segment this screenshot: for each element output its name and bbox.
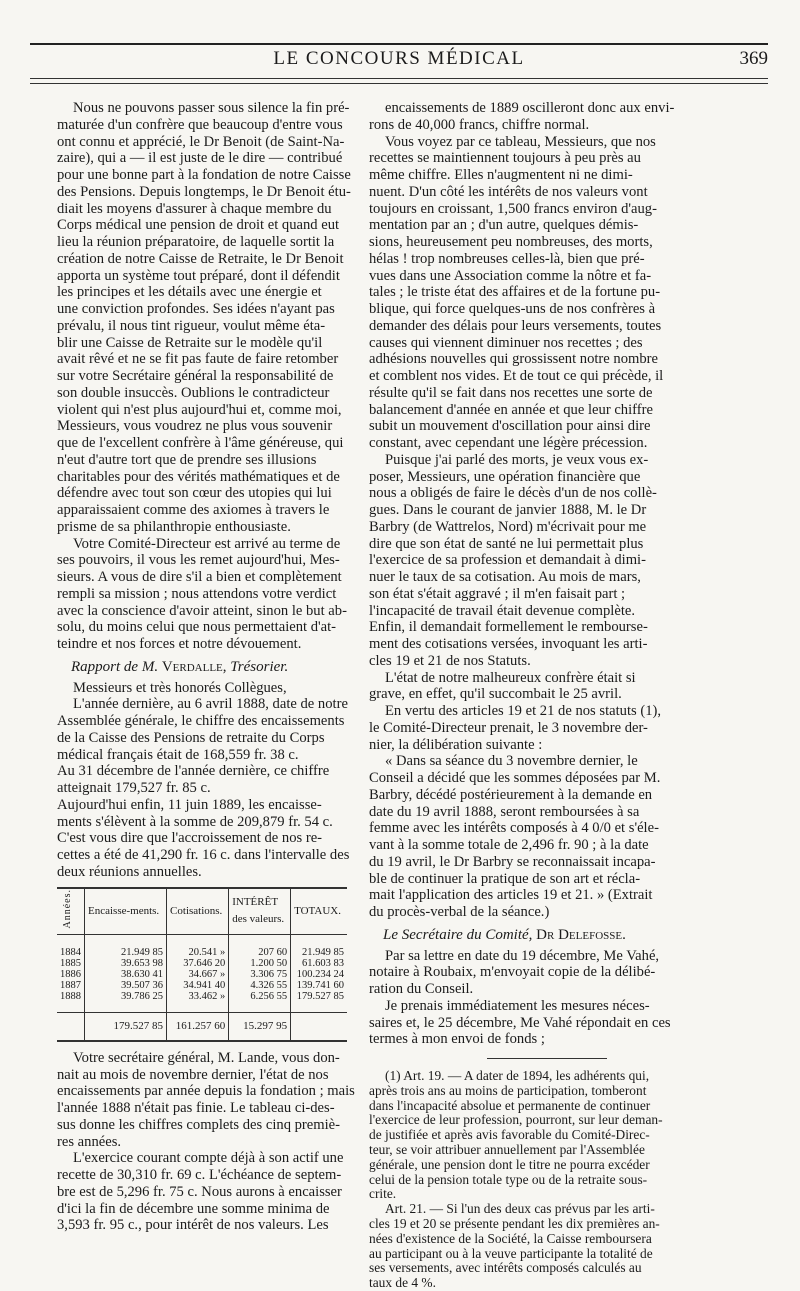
text-line: termes à mon envoi de fonds ; [369,1031,545,1048]
text-line: toujours en croissant, 1,500 francs environ d'aug- [369,200,657,217]
text-line: une conviction profondes. Ses idées n'ayant pas [57,301,335,317]
text-line: médical français était de 168,559 fr. 38 c. [57,746,299,763]
text-line: Messieurs, vous voudrez ne plus vous souvenir [57,418,333,435]
text-line: l'exercice de leur profession, pourront, sur leur deman- [369,1112,663,1128]
text-line: res années. [57,1133,122,1150]
table-row: 1887 39.507 36 34.941 40 4.326 55 139.741 60 [57,980,347,991]
text-line: grave, en effet, qu'il succombait le 25 avril. [369,686,622,703]
text-line: tales ; le triste état des affaires et de la fortune pu- [369,284,661,301]
text-line: ble de continuer la pratique de son art et récla- [369,870,641,887]
text-line: saires et, le 25 décembre, Me Vahé répondait en ces [369,1014,671,1031]
text-line: En vertu des articles 19 et 21 de nos statuts (1), [385,703,661,719]
text-line: nuer le taux de sa cotisation. Au mois de mars, [369,569,641,585]
text-line: solu, du moins celui que nous permettaient d'at- [57,619,337,636]
text-line: du 19 avril, le Dr Barbry se reconnaissait incapa- [369,853,656,870]
text-line: violent qui n'est plus aujourd'hui et, comme moi, [57,401,342,418]
header-rule-lower [30,83,768,84]
paragraph [57,1150,347,1234]
text-line: bre est de 5,296 fr. 75 c. Nous aurons à encaisser [57,1183,342,1200]
text-line: L'exercice courant compte déjà à son actif une [73,1150,344,1167]
text-line: « Dans sa séance du 3 novembre dernier, le [385,753,638,770]
column-header-totaux: TOTAUX. [291,888,347,935]
text-line: Par sa lettre en date du 19 décembre, Me Vahé, [385,947,660,964]
paragraph [369,452,725,670]
quoted-deliberation [369,753,725,921]
text-line: apporta un système tout préparé, dont il défendit [57,267,340,284]
table-row: 1885 39.653 98 37.646 20 1.200 50 61.603 83 [57,958,347,969]
section-heading: Rapport de M. Verdalle, Trésorier. [71,658,289,675]
text-line: sur votre Secrétaire général la responsabilité de [57,368,334,384]
text-line: des Pensions. Depuis longtemps, le Dr Benoit étu- [57,183,351,200]
text-line: prévalu, il nous tint rigueur, voulut même éta- [57,317,326,334]
text-line: poser, Messieurs, une opération financière que [369,468,641,485]
text-line: son état s'était aggravé ; il m'en faisait part ; [369,585,626,602]
text-line: Art. 21. — Si l'un des deux cas prévus par les arti- [385,1201,655,1217]
greeting: Messieurs et très honorés Collègues, [73,679,287,696]
text-line: le Comité-Directeur prenait, le 3 novembre der- [369,719,648,736]
text-line: lieu la réunion préparatoire, de laquelle sortit la [57,234,335,250]
text-line: que de l'excellent confrère à l'âme généreuse, qui [57,435,344,451]
text-line: Aujourd'hui enfin, 11 juin 1889, les encaisse- [57,796,322,813]
text-line: défendre avec tout son cœur des utopies qui lui [57,485,332,502]
text-line: encaissements de 1889 oscilleront donc aux envi- [385,100,675,116]
column-header-cotisations: Cotisations. [167,888,229,935]
signature: Le Secrétaire du Comité, Dr Delefosse. [383,926,626,943]
text-line: blir une Caisse de Retraite sur le modèle qu'il [57,334,323,351]
text-line: ses versements, avec intérêts composés calculés au [369,1260,642,1276]
header-top-rule [30,43,768,45]
paragraph [57,1049,355,1151]
text-line: vues dans une Association comme la nôtre et fa- [369,267,652,284]
text-line: balancement d'année en année et que leur chiffre [369,401,653,418]
text-line: taux de 4 %. [369,1275,436,1291]
right-column [369,100,725,1291]
text-line: Nous ne pouvons passer sous silence la fin pré- [73,100,350,116]
text-line: deux réunions annuelles. [57,863,202,880]
paragraph [369,948,725,998]
text-line: de justifiée et après avis favorable du Comité-Direc- [369,1127,650,1143]
paragraph [369,670,725,704]
text-line: ments s'élèvent à la somme de 209,879 fr. 54 c. [57,813,333,830]
text-line: C'est vous dire que l'accroissement de nos re- [57,830,323,847]
paragraph [369,100,725,134]
text-line: mentation par an ; d'un autre, quelques démis- [369,217,639,234]
text-line: Enfin, il demandait formellement le rembourse- [369,619,648,636]
text-line: ration du Conseil. [369,981,474,997]
text-line: Barbry, décédé postérieurement à la demande en [369,786,653,803]
text-line: au participant ou à la veuve participante la totalité de [369,1245,653,1261]
text-line: pour une bonne part à la fondation de notre Caisse [57,167,351,183]
text-line: Corps médical une pension de droit et quand eut [57,217,340,234]
paragraph [57,696,350,880]
paragraph [369,703,725,753]
text-line: maturée d'un confrère que beaucoup d'entre vous [57,116,343,133]
text-line: ont connu et apprécié, le Dr Benoit (de Saint-Na- [57,133,345,150]
text-line: après trois ans au moins de participation, tomberont [369,1082,647,1098]
text-line: avec la conscience d'avoir atteint, sinon le but ab- [57,602,347,619]
text-line: son double insuccès. Oublions le contradicteur [57,384,330,401]
text-line: cles 19 et 20 se présente pendant les dix premières an- [369,1215,660,1231]
text-line: nées d'existence de la Société, la Caisse remboursera [369,1230,652,1246]
footnote [369,1069,725,1202]
text-line: ment des cotisations versées, invoquant les arti- [369,636,648,652]
text-line: vant à la somme totale de 2,496 fr. 90 ; à la date [369,837,649,853]
text-line: femme avec les intérêts composés à 4 0/0 et s'éle- [369,820,659,837]
text-line: celui de la pension totale type ou de la retraite sous- [369,1171,648,1187]
text-line: cettes a été de 41,290 fr. 16 c. dans l'intervalle des [57,847,350,863]
text-line: ses pouvoirs, il vous les remet aujourd'hui, Mes- [57,552,340,569]
text-line: sieurs. A vous de dire s'il a bien et complètement [57,569,342,585]
text-line: du procès-verbal de la séance.) [369,904,550,920]
text-line: notaire à Roubaix, m'envoyait copie de la délibé- [369,964,656,981]
paragraph [369,998,725,1048]
text-line: rempli sa mission ; nous attendons votre verdict [57,585,337,602]
text-line: dire que son état de santé ne lui permettait plus [369,535,644,552]
paragraph [57,100,351,536]
text-line: date du 19 avril 1888, seront remboursées à sa [369,803,640,820]
page-header [30,48,768,74]
paragraph [369,134,725,452]
text-line: subit un mouvement d'oscillation pour ainsi dire [369,418,651,435]
text-line: Conseil a décidé que les sommes déposées par M. [369,770,661,786]
paragraph [57,536,347,653]
text-line: n'eut d'autre tort que de prendre ses illusions [57,451,317,468]
text-line: sus donne les chiffres complets des cinq premiè- [57,1116,341,1133]
text-line: charitables pour des vérités mathématiques et de [57,468,340,485]
text-line: nait au mois de novembre dernier, l'état de nos [57,1066,329,1083]
left-column [57,100,355,1234]
text-line: nuent. D'un côté les intérêts de nos valeurs vont [369,183,648,200]
text-line: crite. [369,1186,397,1202]
text-line: causes qui viennent diminuer nos recettes ; des [369,334,643,351]
text-line: même chiffre. Elles n'augmentent ni ne dimi- [369,167,633,183]
text-line: demander des délais pour leurs versements, toutes [369,317,662,334]
text-line: création de notre Caisse de Retraite, le Dr Benoit [57,250,344,267]
text-line: mait l'application des articles 19 et 21. » (Extrait [369,887,653,904]
table-row: 1886 38.630 41 34.667 » 3.306 75 100.234 24 [57,969,347,980]
header-rule [30,78,768,79]
text-line: 3,593 fr. 95 c., pour intérêt de nos valeurs. Les [57,1217,329,1234]
text-line: de la Caisse des Pensions de retraite du Corps [57,729,325,746]
text-line: (1) Art. 19. — A dater de 1894, les adhérents qui, [385,1068,650,1083]
text-line: l'exercice de sa profession et demandait à dimi- [369,552,646,569]
text-line: dans l'incapacité absolue et permanente de continuer [369,1097,651,1113]
table-row: 1888 39.786 25 33.462 » 6.256 55 179.527 85 [57,991,347,1013]
text-line: d'ici la fin de décembre une somme minima de [57,1200,330,1217]
journal-title: LE CONCOURS MÉDICAL [273,48,525,69]
text-line: hélas ! trop nombreuses celles-là, bien que pré- [369,250,645,267]
text-line: générale, une pension dont le titre ne pourra excéder [369,1156,650,1172]
text-line: Vous voyez par ce tableau, Messieurs, que nos [385,133,656,150]
text-line: nous a obligés de faire le décès d'un de nos collè- [369,485,657,502]
page-number: 369 [739,48,768,69]
text-line: zaire), qui a — il est juste de le dire — contribué [57,150,343,167]
text-line: L'état de notre malheureux confrère était si [385,669,636,686]
text-line: teindre et nos forces et notre dévouement. [57,636,302,652]
text-line: apparaissaient comme des axiomes à travers le [57,502,330,518]
text-line: L'année dernière, au 6 avril 1888, date de notre [73,696,348,713]
text-line: Votre secrétaire général, M. Lande, vous don- [73,1049,340,1066]
footnote-separator [487,1058,607,1059]
text-line: les principes et les détails avec une énergie et [57,284,322,301]
text-line: cles 19 et 21 de nos Statuts. [369,652,531,669]
footnote [369,1202,725,1291]
text-line: Assemblée générale, le chiffre des encaissements [57,713,345,729]
column-header-encaissements: Encaisse-ments. [85,888,167,935]
column-header-years: Années. [57,888,85,935]
text-line: blique, qui force quelques-uns de nos confrères à [369,301,656,317]
text-line: Barbry (de Wattrelos, Nord) m'écrivait pour me [369,518,647,535]
column-header-interet: INTÉRÊT des valeurs. [229,888,291,935]
text-line: recette de 30,310 fr. 69 c. L'échéance de septem- [57,1167,342,1183]
table-row: 1884 21.949 85 20.541 » 207 60 21.949 85 [57,934,347,958]
text-line: Je prenais immédiatement les mesures néces- [385,997,650,1014]
text-line: teur, se voir attribuer annuellement par l'Assemblée [369,1141,645,1157]
text-line: encaissements par année depuis la fondation ; mais [57,1083,355,1100]
text-line: et comblent nos vides. Et de tout ce qui précède, il [369,368,664,384]
text-line: gues. Dans le courant de janvier 1888, M. le Dr [369,502,647,518]
text-line: Au 31 décembre de l'année dernière, ce chiffre [57,763,330,780]
text-line: rons de 40,000 francs, chiffre normal. [369,116,590,133]
table-totals-row: 179.527 85 161.257 60 15.297 95 [57,1012,347,1041]
text-line: adhésions nouvelles qui grossissent notre nombre [369,351,658,368]
text-line: constant, avec cependant une légère précession. [369,435,648,451]
text-line: atteignait 179,527 fr. 85 c. [57,780,211,796]
text-line: avait rêvé et ne se fit pas faute de faire retomber [57,351,339,368]
text-line: sions, heureusement peu nombreuses, des morts, [369,234,653,250]
text-line: diait les moyens d'assurer à chaque membre du [57,200,332,217]
text-line: prisme de sa philanthropie enthousiaste. [57,518,291,535]
text-line: résulte qu'il se fait dans nos recettes une sorte de [369,384,653,401]
text-line: recettes se maintiennent toujours à peu près au [369,150,641,167]
text-line: l'incapacité de travail était devenue complète. [369,602,635,619]
encaissements-table [57,887,347,1042]
text-line: Puisque j'ai parlé des morts, je veux vous ex- [385,451,649,468]
text-line: nier, la délibération suivante : [369,736,543,753]
text-line: l'année 1888 n'était pas finie. Le tableau ci-des- [57,1100,335,1116]
text-line: Votre Comité-Directeur est arrivé au terme de [73,535,341,552]
